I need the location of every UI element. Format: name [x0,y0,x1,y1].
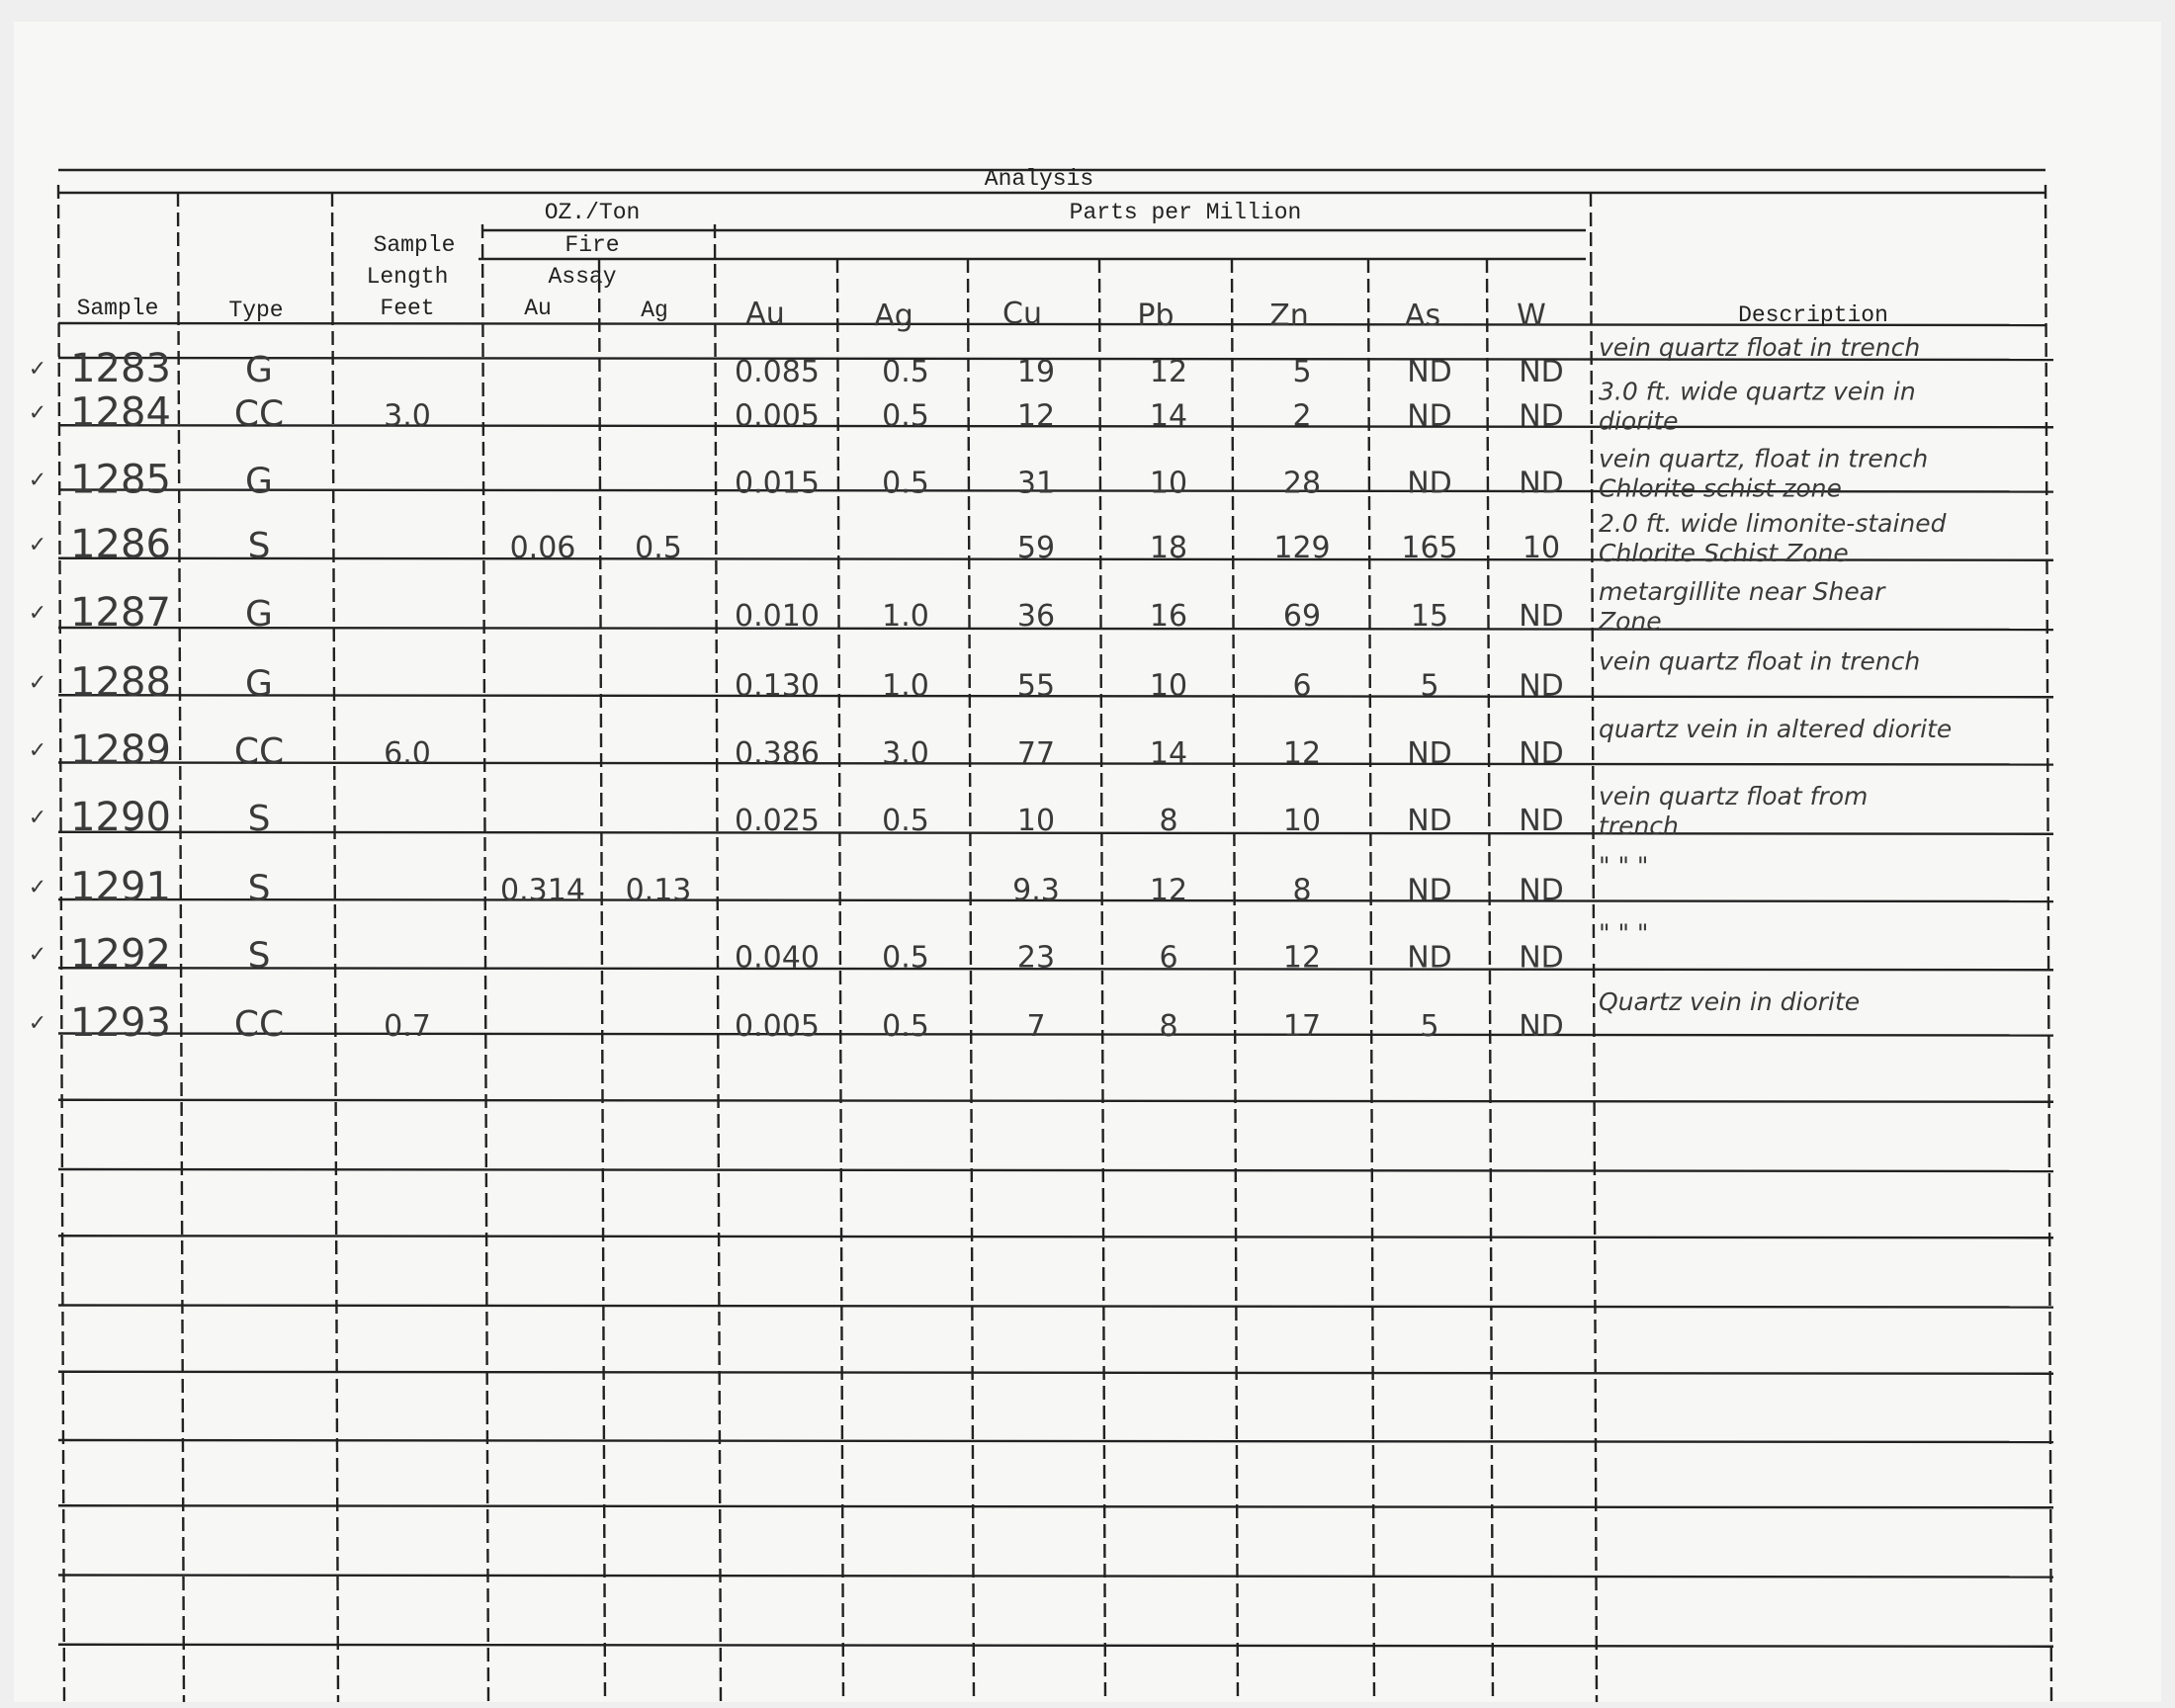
cell-type: G [245,350,273,390]
description-line-1: metargillite near Shear [1599,577,1885,607]
column-divider [599,259,605,1702]
cell-type: S [247,868,271,909]
check-mark: ✓ [28,468,47,493]
cell-type: S [247,525,271,566]
cell-cu: 7 [1026,1009,1046,1044]
cell-as: ND [1407,355,1452,389]
description-line-1: 3.0 ft. wide quartz vein in [1599,377,1916,406]
cell-as: ND [1407,873,1452,908]
check-mark: ✓ [28,1011,47,1036]
cell-w: ND [1519,355,1564,389]
column-divider [968,259,974,1702]
cell-cu: 55 [1016,668,1056,704]
description-line-1: 2.0 ft. wide limonite-stained [1599,508,1947,538]
cell-zn: 69 [1282,599,1322,635]
column-divider [482,224,488,1702]
cell-feet: 6.0 [384,735,431,771]
cell-zn: 5 [1292,355,1312,389]
cell-au: 0.025 [735,804,820,839]
header-fire: Fire [565,232,620,258]
row-rule [58,1034,2053,1036]
cell-au: 0.085 [735,355,820,389]
description-line-1: " " " [1599,851,1649,881]
row-rule [58,1236,2053,1238]
cell-zn: 10 [1282,804,1322,839]
cell-au: 0.386 [735,735,820,771]
cell-sample: 1283 [70,346,171,391]
cell-sample: 1291 [70,864,171,910]
cell-as: 5 [1420,1009,1439,1044]
cell-w: 10 [1522,530,1561,565]
row-rule [58,763,2053,765]
cell-zn: 17 [1282,1009,1322,1044]
col-fa-ag: Ag [641,298,668,323]
col-fa-au: Au [524,296,552,321]
cell-sample: 1293 [70,1000,171,1046]
cell-zn: 6 [1292,668,1312,704]
cell-sample: 1290 [70,795,171,841]
header-sample-length-1: Sample [373,232,456,258]
cell-as: ND [1407,398,1452,434]
column-divider [58,185,64,1702]
check-mark: ✓ [28,737,47,763]
cell-ag: 0.5 [882,804,929,839]
cell-w: ND [1519,940,1564,976]
cell-pb: 18 [1149,530,1188,565]
description-line-1: quartz vein in altered diorite [1599,714,1953,743]
description-line-1: vein quartz, float in trench [1599,444,1929,473]
description-line-1: " " " [1599,918,1649,948]
cell-zn: 2 [1292,398,1312,434]
assay-form-sheet [14,22,2161,1702]
check-mark: ✓ [28,875,47,900]
cell-w: ND [1519,668,1564,704]
cell-ag: 0.5 [882,940,929,976]
row-rule [58,1372,2053,1374]
cell-cu: 23 [1016,940,1056,976]
description-line-1: vein quartz float in trench [1599,646,1921,676]
column-divider [2045,185,2051,1702]
col-cu: Cu [1002,297,1042,331]
description-line-2: Zone [1599,607,1662,637]
description-line-1: vein quartz float from [1599,782,1869,811]
col-ag: Ag [874,299,914,333]
cell-w: ND [1519,1009,1564,1044]
col-w: W [1517,299,1546,333]
cell-ag: 0.5 [882,355,929,389]
cell-w: ND [1519,873,1564,908]
check-mark: ✓ [28,532,47,557]
row-rule [58,425,2053,427]
cell-type: CC [233,730,285,772]
cell-ag: 1.0 [882,668,929,704]
cell-pb: 12 [1149,355,1188,389]
col-feet: Feet [380,296,435,321]
col-as: As [1404,299,1441,333]
cell-au: 0.130 [735,668,820,704]
cell-cu: 36 [1016,599,1056,635]
check-mark: ✓ [28,400,47,426]
cell-ag: 1.0 [882,599,929,635]
cell-sample: 1286 [70,521,171,567]
col-sample: Sample [76,296,159,321]
cell-pb: 8 [1159,804,1178,839]
cell-w: ND [1519,735,1564,771]
cell-au: 0.040 [735,940,820,976]
header-oz-ton: OZ./Ton [544,200,641,225]
cell-zn: 12 [1282,940,1322,976]
cell-as: ND [1407,466,1452,501]
cell-ag: 3.0 [882,735,929,771]
cell-type: G [245,461,273,502]
row-rule [58,1440,2053,1442]
col-description: Description [1738,302,1888,328]
description-line-2: Chlorite Schist Zone [1599,538,1849,567]
check-mark: ✓ [28,670,47,696]
cell-sample: 1288 [70,659,171,706]
cell-zn: 12 [1282,735,1322,771]
cell-pb: 16 [1149,599,1188,635]
cell-as: ND [1407,735,1452,771]
cell-pb: 12 [1149,873,1188,908]
header-sample-length-2: Length [366,264,449,290]
cell-feet: 3.0 [384,398,431,434]
cell-as: ND [1407,804,1452,839]
cell-ag: 0.5 [882,466,929,501]
cell-au: 0.010 [735,599,820,635]
cell-w: ND [1519,804,1564,839]
column-divider [1232,259,1238,1702]
cell-pb: 6 [1159,940,1178,976]
cell-type: G [245,594,273,636]
row-rule [58,1100,2053,1102]
check-mark: ✓ [28,806,47,831]
column-divider [1368,259,1374,1702]
cell-zn: 28 [1282,466,1322,501]
cell-au: 0.005 [735,1009,820,1044]
cell-pb: 8 [1159,1009,1178,1044]
cell-sample: 1287 [70,590,171,637]
header-analysis: Analysis [984,166,1094,192]
cell-au: 0.005 [735,398,820,434]
row-rule [58,695,2053,697]
cell-w: ND [1519,466,1564,501]
check-mark: ✓ [28,942,47,968]
cell-as: 15 [1410,599,1449,635]
cell-type: CC [233,1004,285,1045]
row-rule [58,1645,2053,1647]
column-divider [178,193,184,1702]
cell-au: 0.015 [735,466,820,501]
cell-ag: 0.5 [882,1009,929,1044]
row-rule [58,1576,2053,1578]
description-line-1: Quartz vein in diorite [1599,987,1861,1016]
row-rule [58,1505,2053,1507]
check-mark: ✓ [28,357,47,382]
row-rule [58,1306,2053,1308]
cell-cu: 10 [1016,804,1056,839]
row-rule [58,968,2053,970]
cell-cu: 19 [1016,355,1056,389]
column-divider [1487,259,1493,1702]
cell-fa_au: 0.314 [500,873,585,908]
cell-as: ND [1407,940,1452,976]
description-line-1: vein quartz float in trench [1599,333,1921,362]
cell-cu: 31 [1016,466,1056,501]
cell-cu: 59 [1016,530,1056,565]
cell-ag: 0.5 [882,398,929,434]
check-mark: ✓ [28,601,47,627]
cell-cu: 12 [1016,398,1056,434]
cell-type: S [247,935,271,977]
cell-feet: 0.7 [384,1009,431,1044]
cell-fa_au: 0.06 [509,530,576,565]
cell-pb: 10 [1149,466,1188,501]
col-pb: Pb [1137,299,1174,333]
cell-pb: 14 [1149,398,1188,434]
description-line-2: trench [1599,811,1679,841]
column-divider [837,259,843,1702]
row-rule [58,1169,2053,1171]
cell-pb: 14 [1149,735,1188,771]
cell-w: ND [1519,398,1564,434]
cell-sample: 1285 [70,457,171,503]
cell-fa_ag: 0.5 [635,530,682,565]
cell-type: G [245,663,273,705]
cell-zn: 129 [1273,530,1331,565]
description-line-2: diorite [1599,406,1679,436]
cell-fa_ag: 0.13 [625,873,692,908]
header-ppm: Parts per Million [1069,200,1302,225]
cell-as: 5 [1420,668,1439,704]
description-line-2: Chlorite schist zone [1599,473,1842,503]
column-divider [1099,259,1105,1702]
column-divider [332,193,338,1702]
column-divider [1591,193,1597,1702]
column-divider [715,224,721,1702]
cell-zn: 8 [1292,873,1312,908]
header-assay: Assay [548,264,617,290]
row-rule [58,832,2053,834]
cell-cu: 9.3 [1012,873,1060,908]
cell-sample: 1292 [70,931,171,978]
row-rule [58,628,2053,630]
cell-pb: 10 [1149,668,1188,704]
cell-w: ND [1519,599,1564,635]
col-zn: Zn [1269,299,1309,333]
cell-sample: 1284 [70,389,171,436]
cell-sample: 1289 [70,726,171,773]
cell-cu: 77 [1016,735,1056,771]
cell-type: S [247,799,271,840]
cell-as: 165 [1401,530,1458,565]
cell-type: CC [233,393,285,435]
col-type: Type [228,298,284,323]
col-au: Au [745,297,785,331]
assay-table [14,22,2161,1702]
